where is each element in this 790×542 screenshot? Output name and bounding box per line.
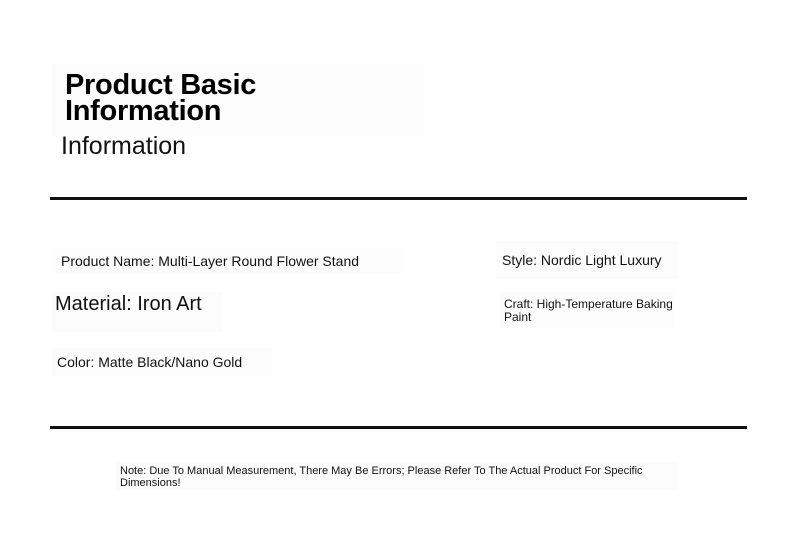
- bottom-divider: [50, 426, 747, 429]
- material-field: Material: Iron Art: [52, 292, 222, 332]
- measurement-note: Note: Due To Manual Measurement, There May Be Errors; Please Refer To The Actual Product For Specific Dimensions!: [116, 462, 678, 490]
- top-divider: [50, 197, 747, 200]
- product-name-field: Product Name: Multi-Layer Round Flower Stand: [55, 248, 401, 274]
- craft-field: Craft: High-Temperature Baking Paint: [500, 292, 675, 328]
- page-title: Product Basic Information: [65, 69, 257, 127]
- color-field: Color: Matte Black/Nano Gold: [52, 348, 272, 376]
- style-field: Style: Nordic Light Luxury: [496, 241, 678, 279]
- page-subtitle: Information: [61, 132, 187, 160]
